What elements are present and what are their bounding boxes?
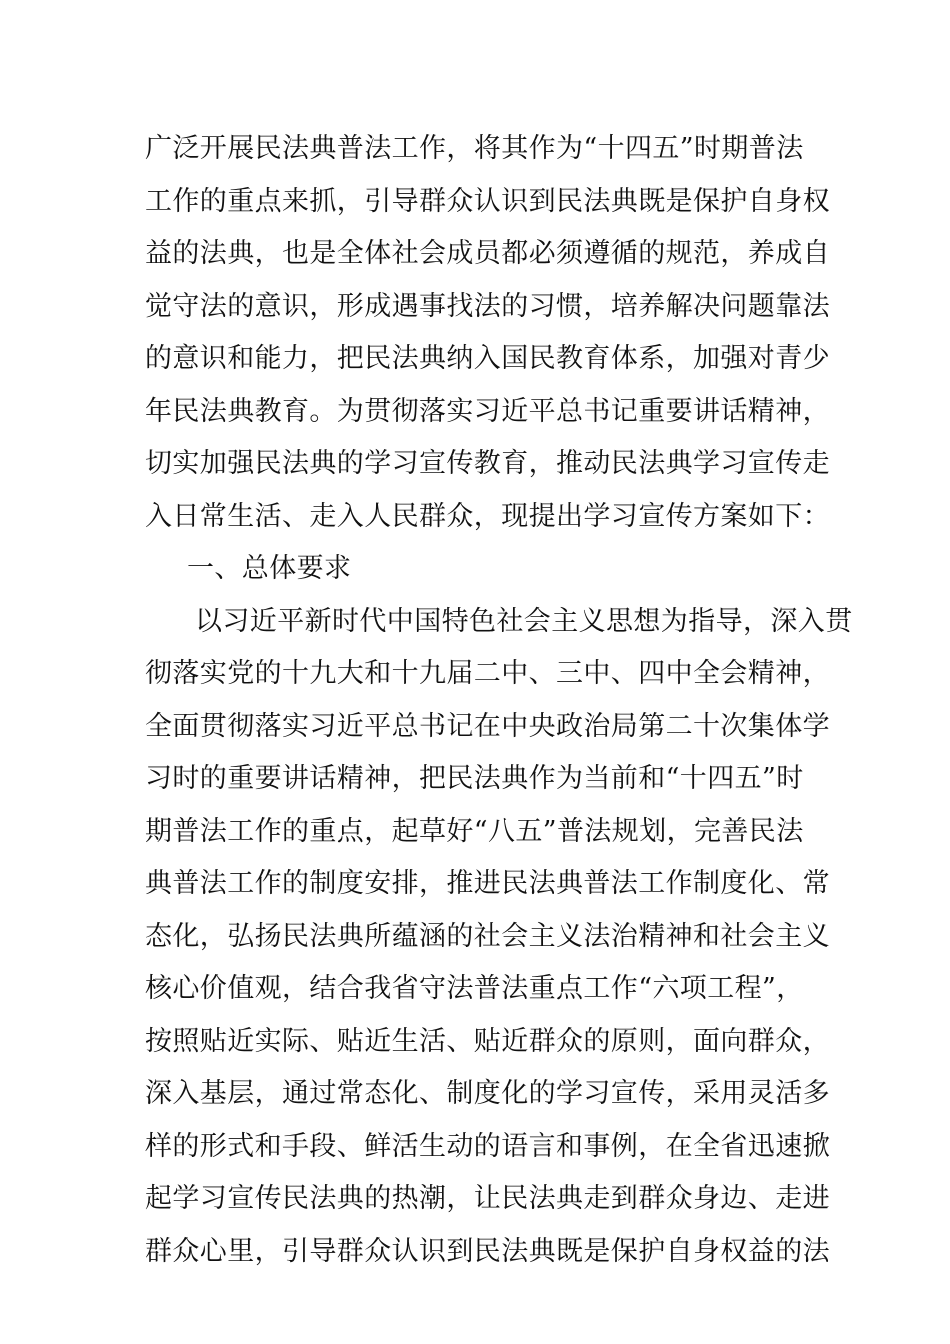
text-line: 觉守法的意识，形成遇事找法的习惯，培养解决问题靠法 [145, 290, 830, 322]
text-line: 按照贴近实际、贴近生活、贴近群众的原则，面向群众， [145, 1025, 830, 1057]
text-line: 样的形式和手段、鲜活生动的语言和事例，在全省迅速掀 [145, 1130, 830, 1162]
text-line: 全面贯彻落实习近平总书记在中央政治局第二十次集体学 [145, 710, 830, 742]
text-line: 彻落实党的十九大和十九届二中、三中、四中全会精神， [145, 658, 830, 689]
text-line: 习时的重要讲话精神，把民法典作为当前和“十四五”时 [145, 763, 804, 794]
section-heading: 一、总体要求 [187, 553, 352, 584]
text-line: 工作的重点来抓，引导群众认识到民法典既是保护自身权 [145, 185, 830, 217]
body-text [145, 123, 853, 1278]
text-line: 群众心里，引导群众认识到民法典既是保护自身权益的法 [145, 1235, 830, 1267]
text-line: 益的法典，也是全体社会成员都必须遵循的规范，养成自 [145, 238, 830, 269]
text-line: 年民法典教育。为贯彻落实习近平总书记重要讲话精神， [145, 395, 830, 427]
text-line: 期普法工作的重点，起草好“八五”普法规划，完善民法 [145, 815, 804, 847]
text-line: 入日常生活、走入人民群众，现提出学习宣传方案如下： [145, 500, 830, 532]
text-line: 态化，弘扬民法典所蕴涵的社会主义法治精神和社会主义 [145, 920, 830, 952]
text-line: 的意识和能力，把民法典纳入国民教育体系，加强对青少 [145, 343, 830, 374]
text-line: 以习近平新时代中国特色社会主义思想为指导，深入贯 [195, 605, 853, 637]
text-line: 典普法工作的制度安排，推进民法典普法工作制度化、常 [145, 868, 830, 899]
text-line: 起学习宣传民法典的热潮，让民法典走到群众身边、走进 [145, 1183, 830, 1214]
text-line: 深入基层，通过常态化、制度化的学习宣传，采用灵活多 [145, 1078, 830, 1109]
text-line: 核心价值观，结合我省守法普法重点工作“六项工程”， [145, 973, 804, 1004]
text-line: 切实加强民法典的学习宣传教育，推动民法典学习宣传走 [145, 448, 830, 479]
text-line: 广泛开展民法典普法工作，将其作为“十四五”时期普法 [145, 133, 804, 164]
